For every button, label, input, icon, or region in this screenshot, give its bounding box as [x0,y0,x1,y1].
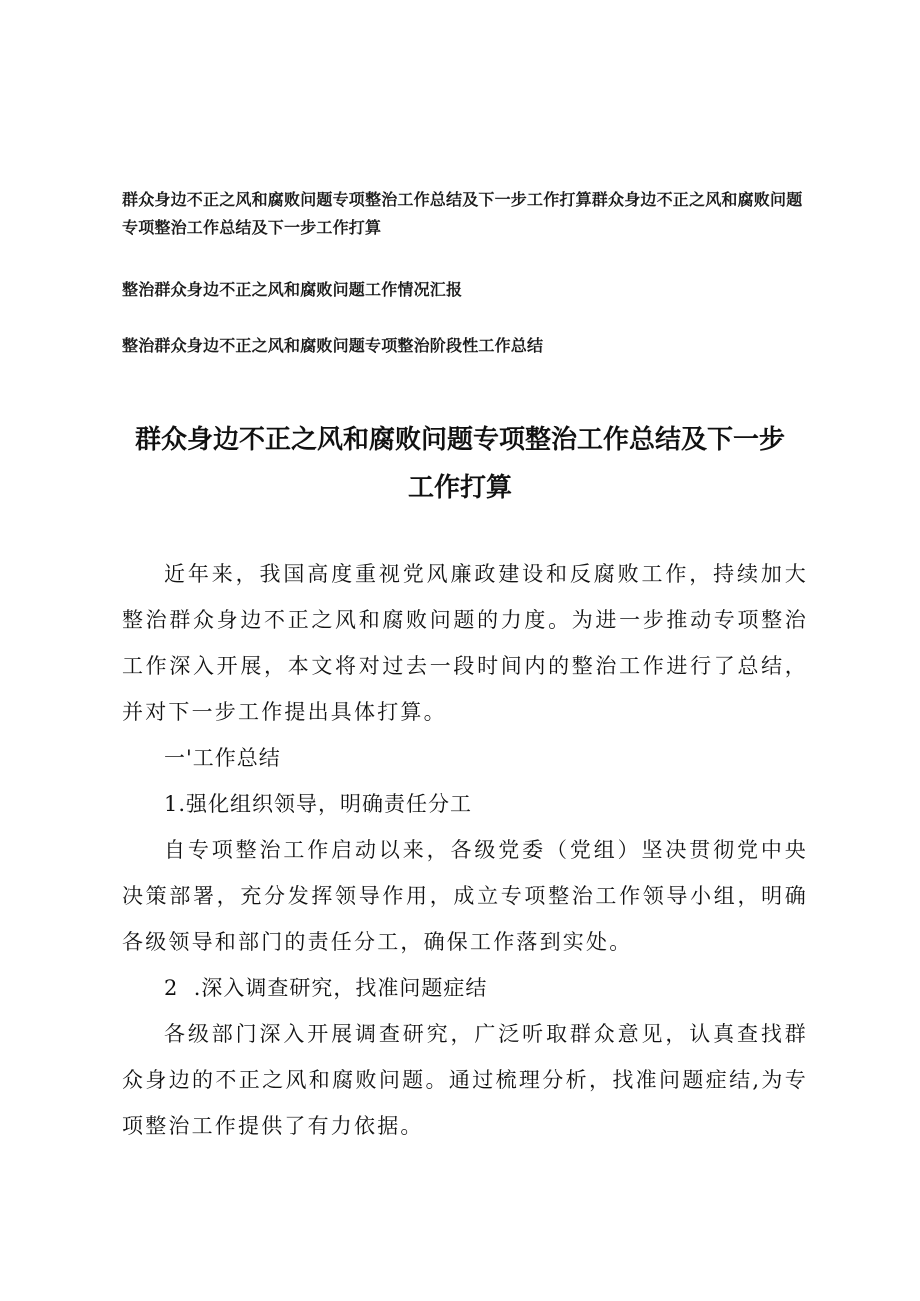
intro-paragraph: 近年来，我国高度重视党风廉政建设和反腐败工作，持续加大整治群众身边不正之风和腐败问题的力度。为进一步推动专项整治工作深入开展，本文将对过去一段时间内的整治工作进行了总结，并对下一步工作提出具体打算。 [122,562,808,724]
related-document-title-2: 整治群众身边不正之风和腐败问题工作情况汇报 [122,280,463,299]
item-paragraph-2: 各级部门深入开展调查研究，广泛听取群众意见，认真查找群众身边的不正之风和腐败问题。通过梳理分析，找准问题症结,为专项整治工作提供了有力依据。 [122,1022,808,1138]
section-heading-work-summary: 一'工作总结 [164,746,281,770]
related-document-title-1: 群众身边不正之风和腐败问题专项整治工作总结及下一步工作打算群众身边不正之风和腐败问题专项整治工作总结及下一步工作打算 [122,190,803,237]
document-body [122,551,808,1149]
item-paragraph-1: 自专项整治工作启动以来，各级党委（党组）坚决贯彻党中央决策部署，充分发挥领导作用，成立专项整治工作领导小组，明确各级领导和部门的责任分工，确保工作落到实处。 [122,838,808,954]
item-heading-2: 2 .深入调查研究，找准问题症结 [164,976,488,1000]
item-heading-1: 1.强化组织领导，明确责任分工 [164,792,473,816]
related-document-title-3: 整治群众身边不正之风和腐败问题专项整治阶段性工作总结 [122,336,544,355]
document-title: 群众身边不正之风和腐败问题专项整治工作总结及下一步工作打算 [134,425,785,503]
